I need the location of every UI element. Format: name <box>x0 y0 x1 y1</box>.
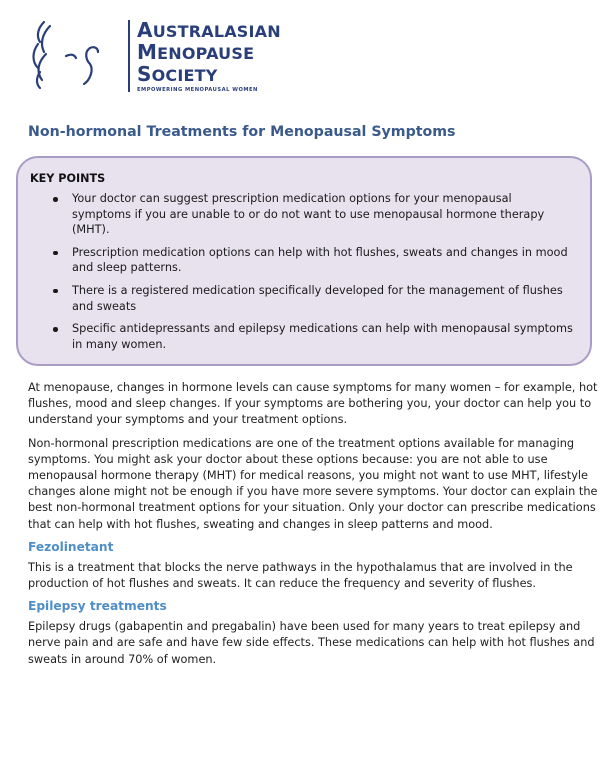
logo-divider <box>128 20 130 92</box>
key-points-list <box>30 191 578 352</box>
key-points-heading: KEY POINTS <box>30 172 106 185</box>
society-wordmark: AUSTRALASIAN MENOPAUSE SOCIETY EMPOWERING MENOPAUSAL WOMEN <box>137 18 281 93</box>
page-title: Non-hormonal Treatments for Menopausal Symptoms <box>28 124 456 140</box>
key-point-item: Prescription medication options can help with hot flushes, sweats and changes in mood and sleep patterns. <box>72 245 578 276</box>
epilepsy-paragraph: Epilepsy drugs (gabapentin and pregabalin) have been used for many years to treat epilepsy and nerve pain and are safe and have few side effects. These medications can help with hot flushes and sweats in around 70% of women. <box>28 620 595 666</box>
epilepsy-heading: Epilepsy treatments <box>28 599 167 614</box>
key-points-box <box>16 156 592 366</box>
key-point-item: Specific antidepressants and epilepsy medications can help with menopausal symptoms in many women. <box>72 321 578 352</box>
society-logo-icon <box>28 14 108 92</box>
article-body <box>28 380 602 675</box>
key-point-item: There is a registered medication specifically developed for the management of flushes and sweats <box>72 283 578 314</box>
options-paragraph: Non-hormonal prescription medications are one of the treatment options available for managing symptoms. You might ask your doctor about these options because: you are not able to use menopausal hormone therapy (MHT) for medical reasons, you might not want to use MHT, lifestyle changes alone might not be enough if you have more severe symptoms. Your doctor can explain the best non-hormonal treatment options for your situation. Only your doctor can prescribe medications that can help with hot flushes, sweating and changes in sleep patterns and mood. <box>28 436 598 531</box>
intro-paragraph: At menopause, changes in hormone levels can cause symptoms for many women – for example, hot flushes, mood and sleep changes. If your symptoms are bothering you, your doctor can help you to understand your symptoms and your treatment options. <box>28 381 598 427</box>
fezolinetant-paragraph: This is a treatment that blocks the nerve pathways in the hypothalamus that are involved in the production of hot flushes and sweats. It can reduce the frequency and severity of flushes. <box>28 560 573 591</box>
society-tagline: EMPOWERING MENOPAUSAL WOMEN <box>137 87 258 93</box>
fezolinetant-heading: Fezolinetant <box>28 539 114 554</box>
page-header <box>28 14 328 94</box>
key-point-item: Your doctor can suggest prescription medication options for your menopausal symptoms if you are unable to or do not want to use menopausal hormone therapy (MHT). <box>72 191 578 238</box>
